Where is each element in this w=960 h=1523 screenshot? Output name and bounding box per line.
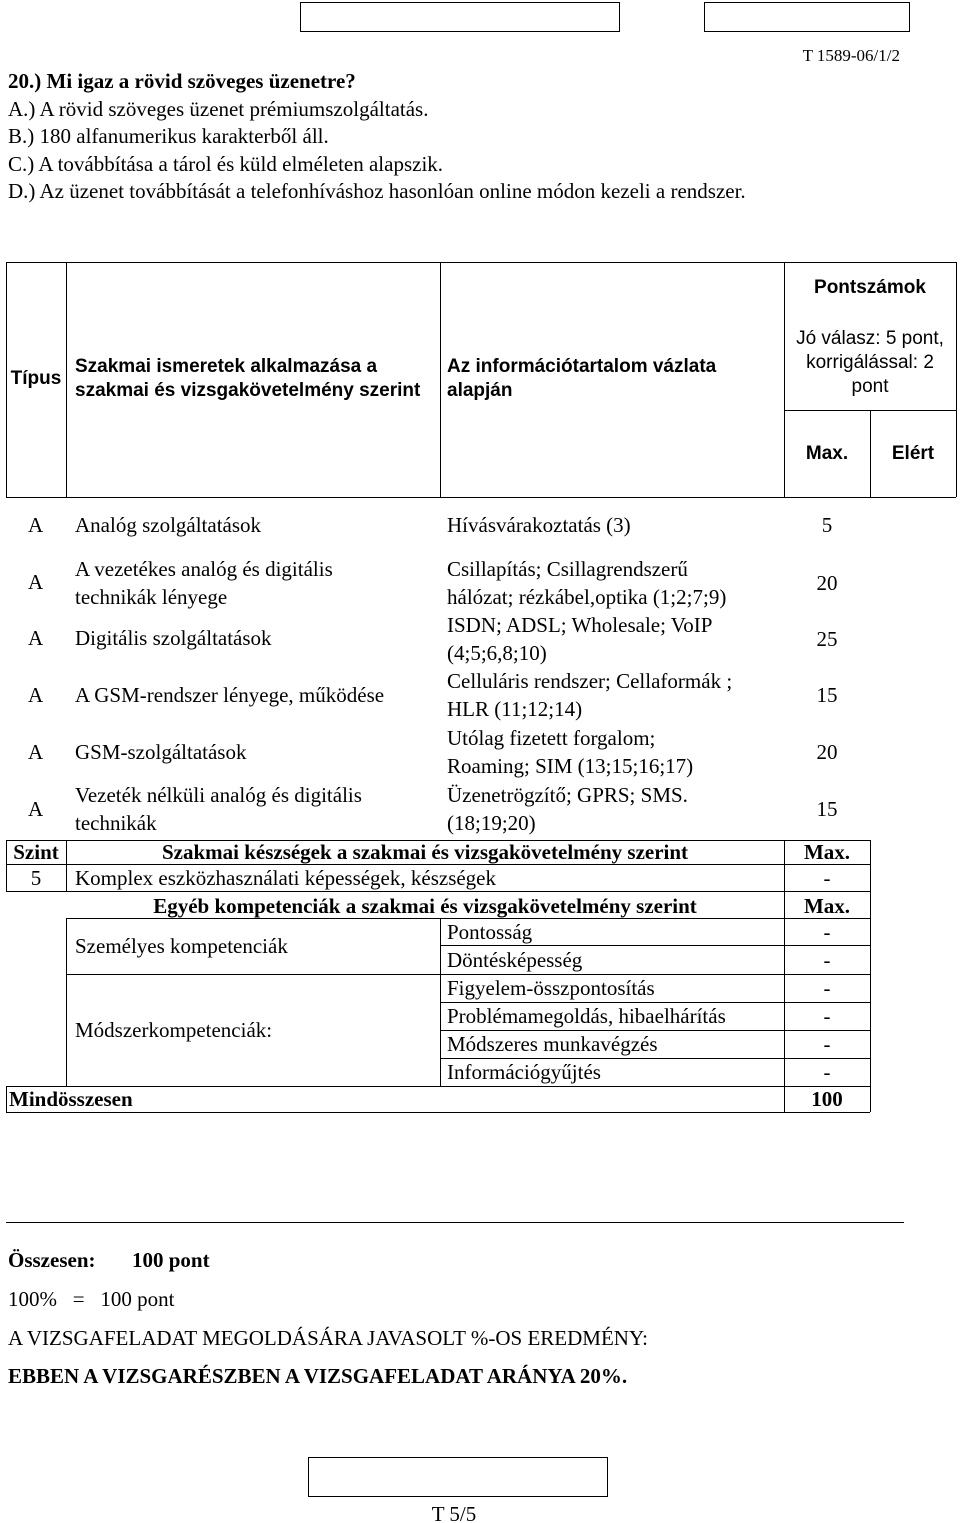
row-topic: GSM-szolgáltatások: [75, 740, 247, 764]
total-value: 100: [811, 1087, 843, 1111]
row-max: 15: [816, 683, 838, 707]
competency-item: Pontosság: [447, 920, 533, 944]
row-max: 15: [816, 797, 838, 821]
option-c: C.) A továbbítása a tárol és küld elméleten alapszik.: [8, 151, 444, 176]
competency-item: Figyelem-összpontosítás: [447, 976, 655, 1000]
row-max: 20: [816, 571, 838, 595]
table-line: [6, 1086, 870, 1087]
row-topic: A GSM-rendszer lényege, működése: [75, 683, 385, 707]
row-type: A: [28, 513, 44, 537]
competency-max: -: [823, 1004, 831, 1028]
competency-max: -: [823, 1032, 831, 1056]
row-info: Hívásvárakoztatás (3): [447, 513, 631, 537]
method-competencies-label: Módszerkompetenciák:: [75, 1018, 273, 1042]
col-header-jo-valasz: Jó válasz: 5 pont, korrigálással: 2 pont: [796, 328, 944, 397]
table-line: [440, 262, 441, 497]
table-line: [6, 1086, 7, 1112]
osszesen-label: Összesen:: [8, 1248, 96, 1272]
competency-item: Problémamegoldás, hibaelhárítás: [447, 1004, 726, 1028]
competency-max: -: [823, 976, 831, 1000]
row-max: 5: [821, 513, 833, 537]
skills-szint-header: Szint: [13, 840, 59, 864]
score-box-left: [300, 2, 620, 32]
row-type: A: [28, 683, 44, 707]
option-a: A.) A rövid szöveges üzenet prémiumszolgáltatás.: [8, 96, 429, 121]
competency-max: -: [823, 1060, 831, 1084]
competencies-max-header: Max.: [803, 894, 851, 918]
score-box-bottom: [308, 1457, 608, 1497]
table-line: [66, 262, 67, 497]
row-max: 20: [816, 740, 838, 764]
personal-competencies-label: Személyes kompetenciák: [75, 934, 288, 958]
table-line: [66, 918, 67, 1086]
option-b: B.) 180 alfanumerikus karakterből áll.: [8, 124, 329, 148]
score-box-right: [704, 2, 910, 32]
row-type: A: [28, 570, 44, 594]
option-d: D.) Az üzenet továbbítását a telefonhíváshoz hasonlóan online módon kezeli a rendszer.: [8, 179, 746, 203]
col-header-szakmai: Szakmai ismeretek alkalmazása a szakmai és vizsgakövetelmény szerint: [75, 356, 421, 401]
row-info: Üzenetrögzítő; GPRS; SMS. (18;19;20): [447, 783, 688, 835]
row-type: A: [28, 740, 44, 764]
skills-max: -: [823, 866, 831, 890]
row-info: ISDN; ADSL; Wholesale; VoIP (4;5;6,8;10): [447, 613, 713, 665]
row-max: 25: [816, 627, 838, 651]
competency-max: -: [823, 948, 831, 972]
table-line: [440, 918, 441, 1086]
total-label: Mindösszesen: [9, 1087, 133, 1111]
skills-max-header: Max.: [803, 840, 851, 864]
recommended-result: A VIZSGAFELADAT MEGOLDÁSÁRA JAVASOLT %-OS EREDMÉNY:: [8, 1326, 649, 1350]
skills-level: 5: [30, 866, 42, 890]
col-header-pontszamok: Pontszámok: [814, 277, 926, 298]
osszesen-value: 100 pont: [132, 1248, 210, 1272]
row-topic: Vezeték nélküli analóg és digitális technikák: [75, 783, 362, 835]
col-header-info: Az információtartalom vázlata alapján: [447, 356, 717, 401]
col-header-tipus: Típus: [10, 368, 62, 389]
page-number: T 5/5: [431, 1502, 477, 1523]
row-topic: Analóg szolgáltatások: [75, 513, 262, 537]
competencies-heading: Egyéb kompetenciák a szakmai és vizsgakövetelmény szerint: [153, 894, 697, 918]
col-header-max: Max.: [805, 443, 849, 464]
competency-max: -: [823, 920, 831, 944]
exam-ratio: EBBEN A VIZSGARÉSZBEN A VIZSGAFELADAT ARÁNYA 20%.: [8, 1364, 628, 1388]
question-title: 20.) Mi igaz a rövid szöveges üzenetre?: [8, 69, 356, 93]
skills-heading: Szakmai készségek a szakmai és vizsgakövetelmény szerint: [161, 840, 689, 864]
table-line: [870, 840, 871, 1112]
document-code: T 1589-06/1/2: [802, 46, 900, 65]
table-line: [956, 262, 957, 497]
competency-item: Módszeres munkavégzés: [447, 1032, 658, 1056]
row-info: Celluláris rendszer; Cellaformák ; HLR (11;12;14): [447, 669, 733, 721]
row-topic: Digitális szolgáltatások: [75, 626, 272, 650]
row-info: Utólag fizetett forgalom; Roaming; SIM (13;15;16;17): [447, 726, 694, 778]
table-line: [6, 262, 956, 263]
percent-line: 100% = 100 pont: [8, 1287, 175, 1311]
table-line: [6, 1112, 870, 1113]
skills-item: Komplex eszközhasználati képességek, készségek: [75, 866, 497, 890]
table-line: [6, 497, 956, 498]
col-header-elert: Elért: [891, 443, 935, 464]
question-block: [8, 68, 746, 206]
competency-item: Információgyűjtés: [447, 1060, 601, 1084]
row-info: Csillapítás; Csillagrendszerű hálózat; rézkábel,optika (1;2;7;9): [447, 557, 727, 609]
row-type: A: [28, 626, 44, 650]
competency-item: Döntésképesség: [447, 948, 583, 972]
row-topic: A vezetékes analóg és digitális technikák lényege: [75, 557, 333, 609]
summary-divider: [6, 1222, 904, 1223]
row-type: A: [28, 797, 44, 821]
